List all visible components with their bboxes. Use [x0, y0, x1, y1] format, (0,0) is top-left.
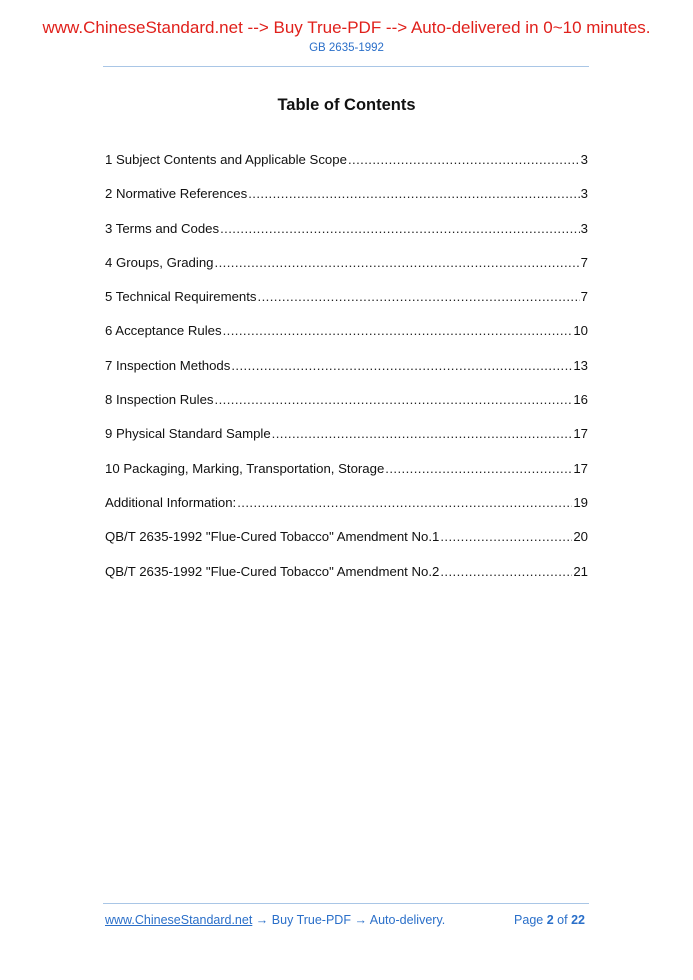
page-total: 22 [571, 913, 585, 927]
arrow-icon: → [255, 913, 269, 927]
toc-entry-label: 1 Subject Contents and Applicable Scope [105, 152, 347, 167]
toc-dot-leader [258, 289, 580, 304]
toc-title: Table of Contents [277, 96, 416, 114]
page-of: of [557, 913, 568, 927]
arrow-icon: → [354, 913, 367, 927]
toc-dot-leader [237, 495, 572, 510]
toc-entry-label: 5 Technical Requirements [105, 289, 257, 305]
page-word: Page [514, 913, 544, 927]
toc-entry[interactable] [105, 221, 588, 255]
footer-divider [103, 903, 589, 904]
page-current: 2 [546, 913, 554, 927]
toc-entry-page: 3 [580, 152, 588, 167]
toc-entry-label: 6 Acceptance Rules [105, 323, 222, 339]
toc-entry-page: 7 [580, 254, 588, 270]
toc-entry-page: 10 [573, 323, 588, 339]
table-of-contents [105, 152, 588, 598]
toc-entry[interactable] [105, 495, 588, 529]
toc-entry-page: 20 [573, 529, 588, 545]
toc-entry-page: 19 [573, 494, 588, 510]
toc-entry-label: 10 Packaging, Marking, Transportation, Storage [105, 460, 385, 476]
toc-dot-leader [215, 255, 580, 270]
toc-entry-page: 17 [573, 460, 588, 476]
toc-entry-label: QB/T 2635-1992 "Flue-Cured Tobacco" Amendment No.1 [105, 529, 440, 545]
toc-dot-leader [223, 323, 573, 338]
toc-entry[interactable] [105, 186, 588, 220]
footer [105, 913, 585, 927]
header-divider [103, 66, 589, 67]
toc-entry-label: 9 Physical Standard Sample [105, 426, 271, 442]
toc-dot-leader [220, 221, 580, 236]
toc-entry-label: Additional Information: [105, 494, 237, 510]
toc-entry-label: 2 Normative References [105, 186, 248, 202]
document-code: GB 2635-1992 [309, 42, 384, 54]
toc-entry-page: 21 [573, 563, 588, 579]
toc-entry[interactable] [105, 323, 588, 357]
toc-entry-page: 7 [580, 289, 588, 305]
toc-entry-label: 7 Inspection Methods [105, 357, 231, 373]
footer-delivery-text: Auto-delivery. [369, 913, 446, 927]
toc-entry[interactable] [105, 289, 588, 323]
toc-entry-page: 16 [573, 392, 588, 408]
toc-entry-page: 3 [580, 220, 588, 236]
toc-entry-label: 8 Inspection Rules [105, 392, 214, 408]
toc-entry-page: 17 [573, 426, 588, 442]
footer-buy-text: Buy True-PDF [271, 913, 351, 927]
toc-entry[interactable] [105, 461, 588, 495]
toc-entry[interactable] [105, 564, 588, 598]
top-banner[interactable]: www.ChineseStandard.net --> Buy True-PDF --> Auto-delivered in 0~10 minutes. [42, 18, 651, 37]
footer-site-link[interactable]: www.ChineseStandard.net [105, 913, 253, 927]
page-indicator [514, 913, 585, 927]
toc-dot-leader [385, 461, 572, 476]
toc-entry-label: 4 Groups, Grading [105, 254, 214, 270]
toc-dot-leader [272, 426, 573, 441]
toc-entry-page: 3 [580, 186, 588, 202]
toc-dot-leader [440, 564, 572, 579]
toc-entry[interactable] [105, 358, 588, 392]
toc-entry[interactable] [105, 152, 588, 186]
toc-dot-leader [248, 186, 579, 201]
toc-entry-label: 3 Terms and Codes [105, 220, 220, 236]
toc-entry[interactable] [105, 255, 588, 289]
toc-dot-leader [231, 358, 572, 373]
toc-dot-leader [215, 392, 573, 407]
toc-entry[interactable] [105, 426, 588, 460]
toc-dot-leader [440, 529, 572, 544]
toc-entry[interactable] [105, 529, 588, 563]
toc-entry-label: QB/T 2635-1992 "Flue-Cured Tobacco" Amendment No.2 [105, 563, 440, 579]
toc-entry-page: 13 [573, 357, 588, 373]
toc-entry[interactable] [105, 392, 588, 426]
toc-dot-leader [348, 152, 580, 167]
